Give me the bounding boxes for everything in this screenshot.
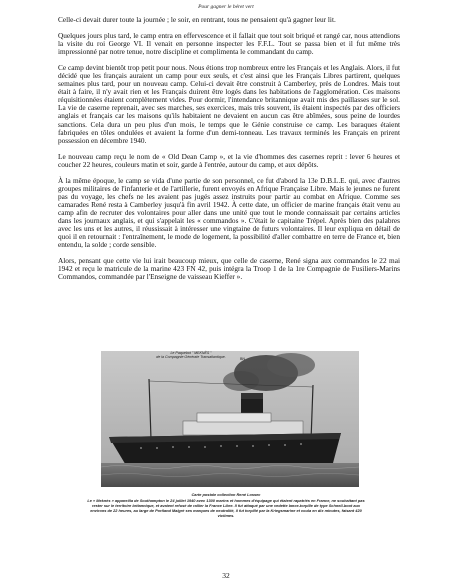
paragraph: Quelques jours plus tard, le camp entra en effervescence et il fallait que tout soit briqué et rangé car, nous attendions la visite du roi George VI. Il venait en personne inspecter les F.F.L. Tout se passa bien et il fut même très impressionné par notre tenue, notre discipline et complimenta le commandant du camp. xyxy=(58,31,400,57)
ship-illustration xyxy=(101,351,359,487)
page-number: 32 xyxy=(222,571,230,580)
body-text xyxy=(58,16,400,289)
ship-photo xyxy=(101,351,359,487)
paragraph: Alors, pensant que cette vie lui irait beaucoup mieux, que celle de caserne, René signa aux commandos le 22 mai 1942 et reçu le matricule de la marine 423 FN 42, puis intégra la Troop 1 de la 1re Compagnie de Fusiliers-Marins Commandos, commandée par l'Enseigne de vaisseau Kieffer ». xyxy=(58,256,400,282)
paragraph: À la même époque, le camp se vida d'une partie de son personnel, ce fut d'abord la 13e D.B.L.E. qui, avec d'autres groupes militaires de l'infanterie et de l'artillerie, furent envoyés en Afrique Française Libre. Mais le jeunes ne furent pas du voyage, les chefs ne les avaient pas jugés assez instruits pour partir au combat en Afrique. Comme ses camarades René resta à Camberley jusqu'à fin avril 1942. À cette date, un officier de marine français était venu au camp afin de recruter des volontaires pour aller dans une unité que tout le monde connaissait par certains articles dans les journaux anglais, et qui s'appelait les « commandos ». C'était le capitaine Trépel. Après bien des palabres avec les uns et les autres, il réussissait à intéresser une vingtaine de futurs volontaires. Il leur expliqua en détail de quoi il en retournait : l'entraînement, le mode de logement, la possibilité d'aller combattre en terre de France et, bien entendu, la solde ; corde sensible. xyxy=(58,175,400,250)
photo-title xyxy=(151,351,231,359)
paragraph: Le nouveau camp reçu le nom de « Old Dean Camp », et la vie d'hommes des casernes reprit : lever 6 heures et coucher 22 heures, couleurs matin et soir, garde à l'entrée, autour du camp, et aux dépôts. xyxy=(58,151,400,169)
photo-title-line: Le Paquebot " MEKNÈS " xyxy=(170,351,212,355)
photo-credit: Carte postale collection René Lossec xyxy=(191,492,261,497)
running-header: Pour gagner le béret vert xyxy=(198,4,254,10)
photo-tag: BN xyxy=(240,357,245,361)
paragraph: Celle-ci devait durer toute la journée ; le soir, en rentrant, tous ne pensaient qu'à gagner leur lit. xyxy=(58,15,336,24)
photo-title-line: de la Compagnie Générale Transatlantique. xyxy=(156,355,226,360)
photo-caption: Le « Meknès » appareilla de Southampton le 24 juillet 1940 avec 1300 marins et hommes d'équipage qui étaient rapatriés en France, ne souhaitant pas rester sur le territoire britannique, et avaient refusé de rallier la France Libre. Il fut attaqué par une vedette lance-torpille de type Schnell-boot aux environs de 22 heures, au large de Portland Malgré ses marques de neutralité, il fut torpillé par la Kriegsmarine et coula en dix minutes, faisant 420 victimes. xyxy=(87,498,365,518)
paragraph: Ce camp devint bientôt trop petit pour nous. Nous étions trop nombreux entre les Français et les Anglais. Alors, il fut décidé que les français auraient un camp pour eux seuls, et c'est ainsi que les Français Libres partirent, quelques semaines plus tard, pour un nouveau camp. Celui-ci devait être construit à Camberley, près de Londres. Mais tout était à faire, il n'y avait rien et les Français duirent être logés dans les habitations de l'agglomération. Ces maisons réquisitionnées étaient complètement vides. Pour dormir, l'intendance britannique avait mis des paillasses sur le sol. La vie de caserne reprenait, avec ses marches, ses exercices, mais très souvent, ils étaient inspectés par des officiers anglais et français car les maisons qu'ils habitaient ne devaient en aucun cas être abîmées, sous peine de lourdes sanctions. Cela dura un peu plus d'un mois, le temps que le Génie construise ce camp. Les baraques étaient fabriquées en tôles ondulées et avaient la forme d'un demi-tonneau. Les travaux terminés les Français en prirent possession en décembre 1940. xyxy=(58,63,400,145)
